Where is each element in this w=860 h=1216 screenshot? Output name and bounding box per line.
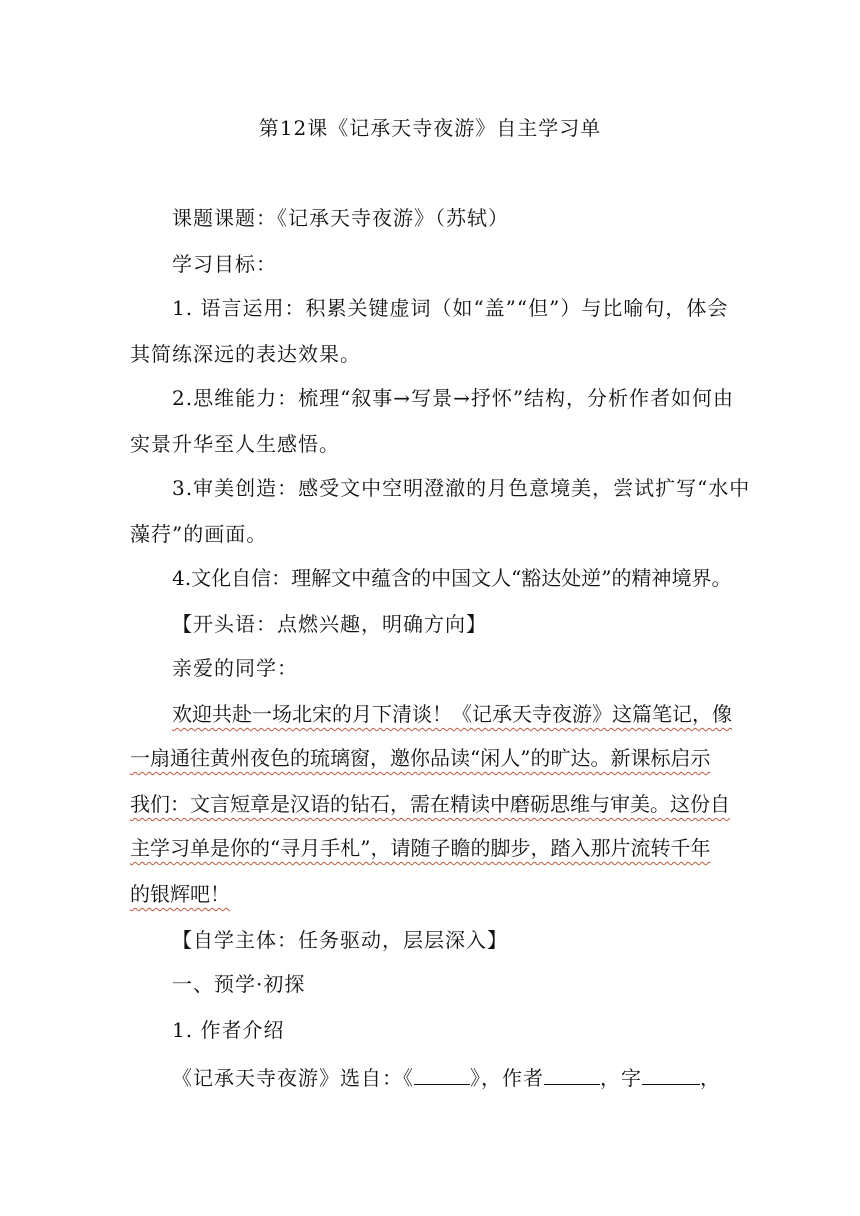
intro-line-4	[130, 834, 860, 862]
fill-text-2: 》，作者	[470, 1066, 544, 1090]
greeting: 亲爱的同学：	[172, 656, 298, 680]
item-1-heading: 1. 作者介绍	[172, 1018, 285, 1042]
main-heading: 【自学主体：任务驱动，层层深入】	[172, 928, 508, 952]
goal-2-line-1: 2.思维能力：梳理“叙事→写景→抒怀”结构，分析作者如何由	[172, 386, 735, 410]
intro-line-3-text: 我们：文言短章是汉语的钻石，需在精读中磨砺思维与审美。这份自	[130, 792, 730, 816]
opening-heading: 【开头语：点燃兴趣，明确方向】	[172, 612, 487, 636]
intro-line-3	[130, 790, 860, 818]
intro-line-2-text: 一扇通往黄州夜色的琉璃窗，邀你品读“闲人”的旷达。新课标启示	[130, 746, 711, 770]
author-fill-line	[172, 1062, 860, 1092]
fill-text-4: ，	[700, 1066, 721, 1090]
courtesy-name-blank[interactable]	[642, 1062, 700, 1085]
intro-line-2	[130, 744, 860, 772]
source-blank[interactable]	[414, 1062, 470, 1085]
section-1-heading: 一、预学·初探	[172, 972, 306, 996]
fill-text-1: 《记承天寺夜游》选自：《	[172, 1066, 414, 1090]
intro-line-1	[172, 700, 860, 728]
lesson-topic: 课题课题：《记承天寺夜游》（苏轼）	[172, 206, 509, 230]
intro-line-1-text: 欢迎共赴一场北宋的月下清谈！《记承天寺夜游》这篇笔记，像	[172, 702, 732, 726]
fill-text-3: ，字	[600, 1066, 642, 1090]
goals-heading: 学习目标：	[172, 252, 277, 276]
goal-3-line-2: 藻荇”的画面。	[130, 522, 268, 546]
goal-3-line-1: 3.审美创造：感受文中空明澄澈的月色意境美，尝试扩写“水中	[172, 476, 751, 500]
goal-4-line-1: 4.文化自信：理解文中蕴含的中国文人“豁达处逆”的精神境界。	[172, 566, 732, 590]
goal-1-line-2: 其简练深远的表达效果。	[130, 342, 361, 366]
page-title: 第12课《记承天寺夜游》自主学习单	[258, 116, 602, 140]
author-blank[interactable]	[544, 1062, 600, 1085]
intro-line-5-text: 的银辉吧！	[130, 882, 230, 906]
goal-2-line-2: 实景升华至人生感悟。	[130, 432, 340, 456]
goal-1-line-1: 1. 语言运用：积累关键虚词（如“盖”“但”）与比喻句，体会	[172, 296, 729, 320]
intro-line-4-text: 主学习单是你的“寻月手札”，请随子瞻的脚步，踏入那片流转千年	[130, 836, 711, 860]
intro-line-5	[130, 880, 860, 908]
